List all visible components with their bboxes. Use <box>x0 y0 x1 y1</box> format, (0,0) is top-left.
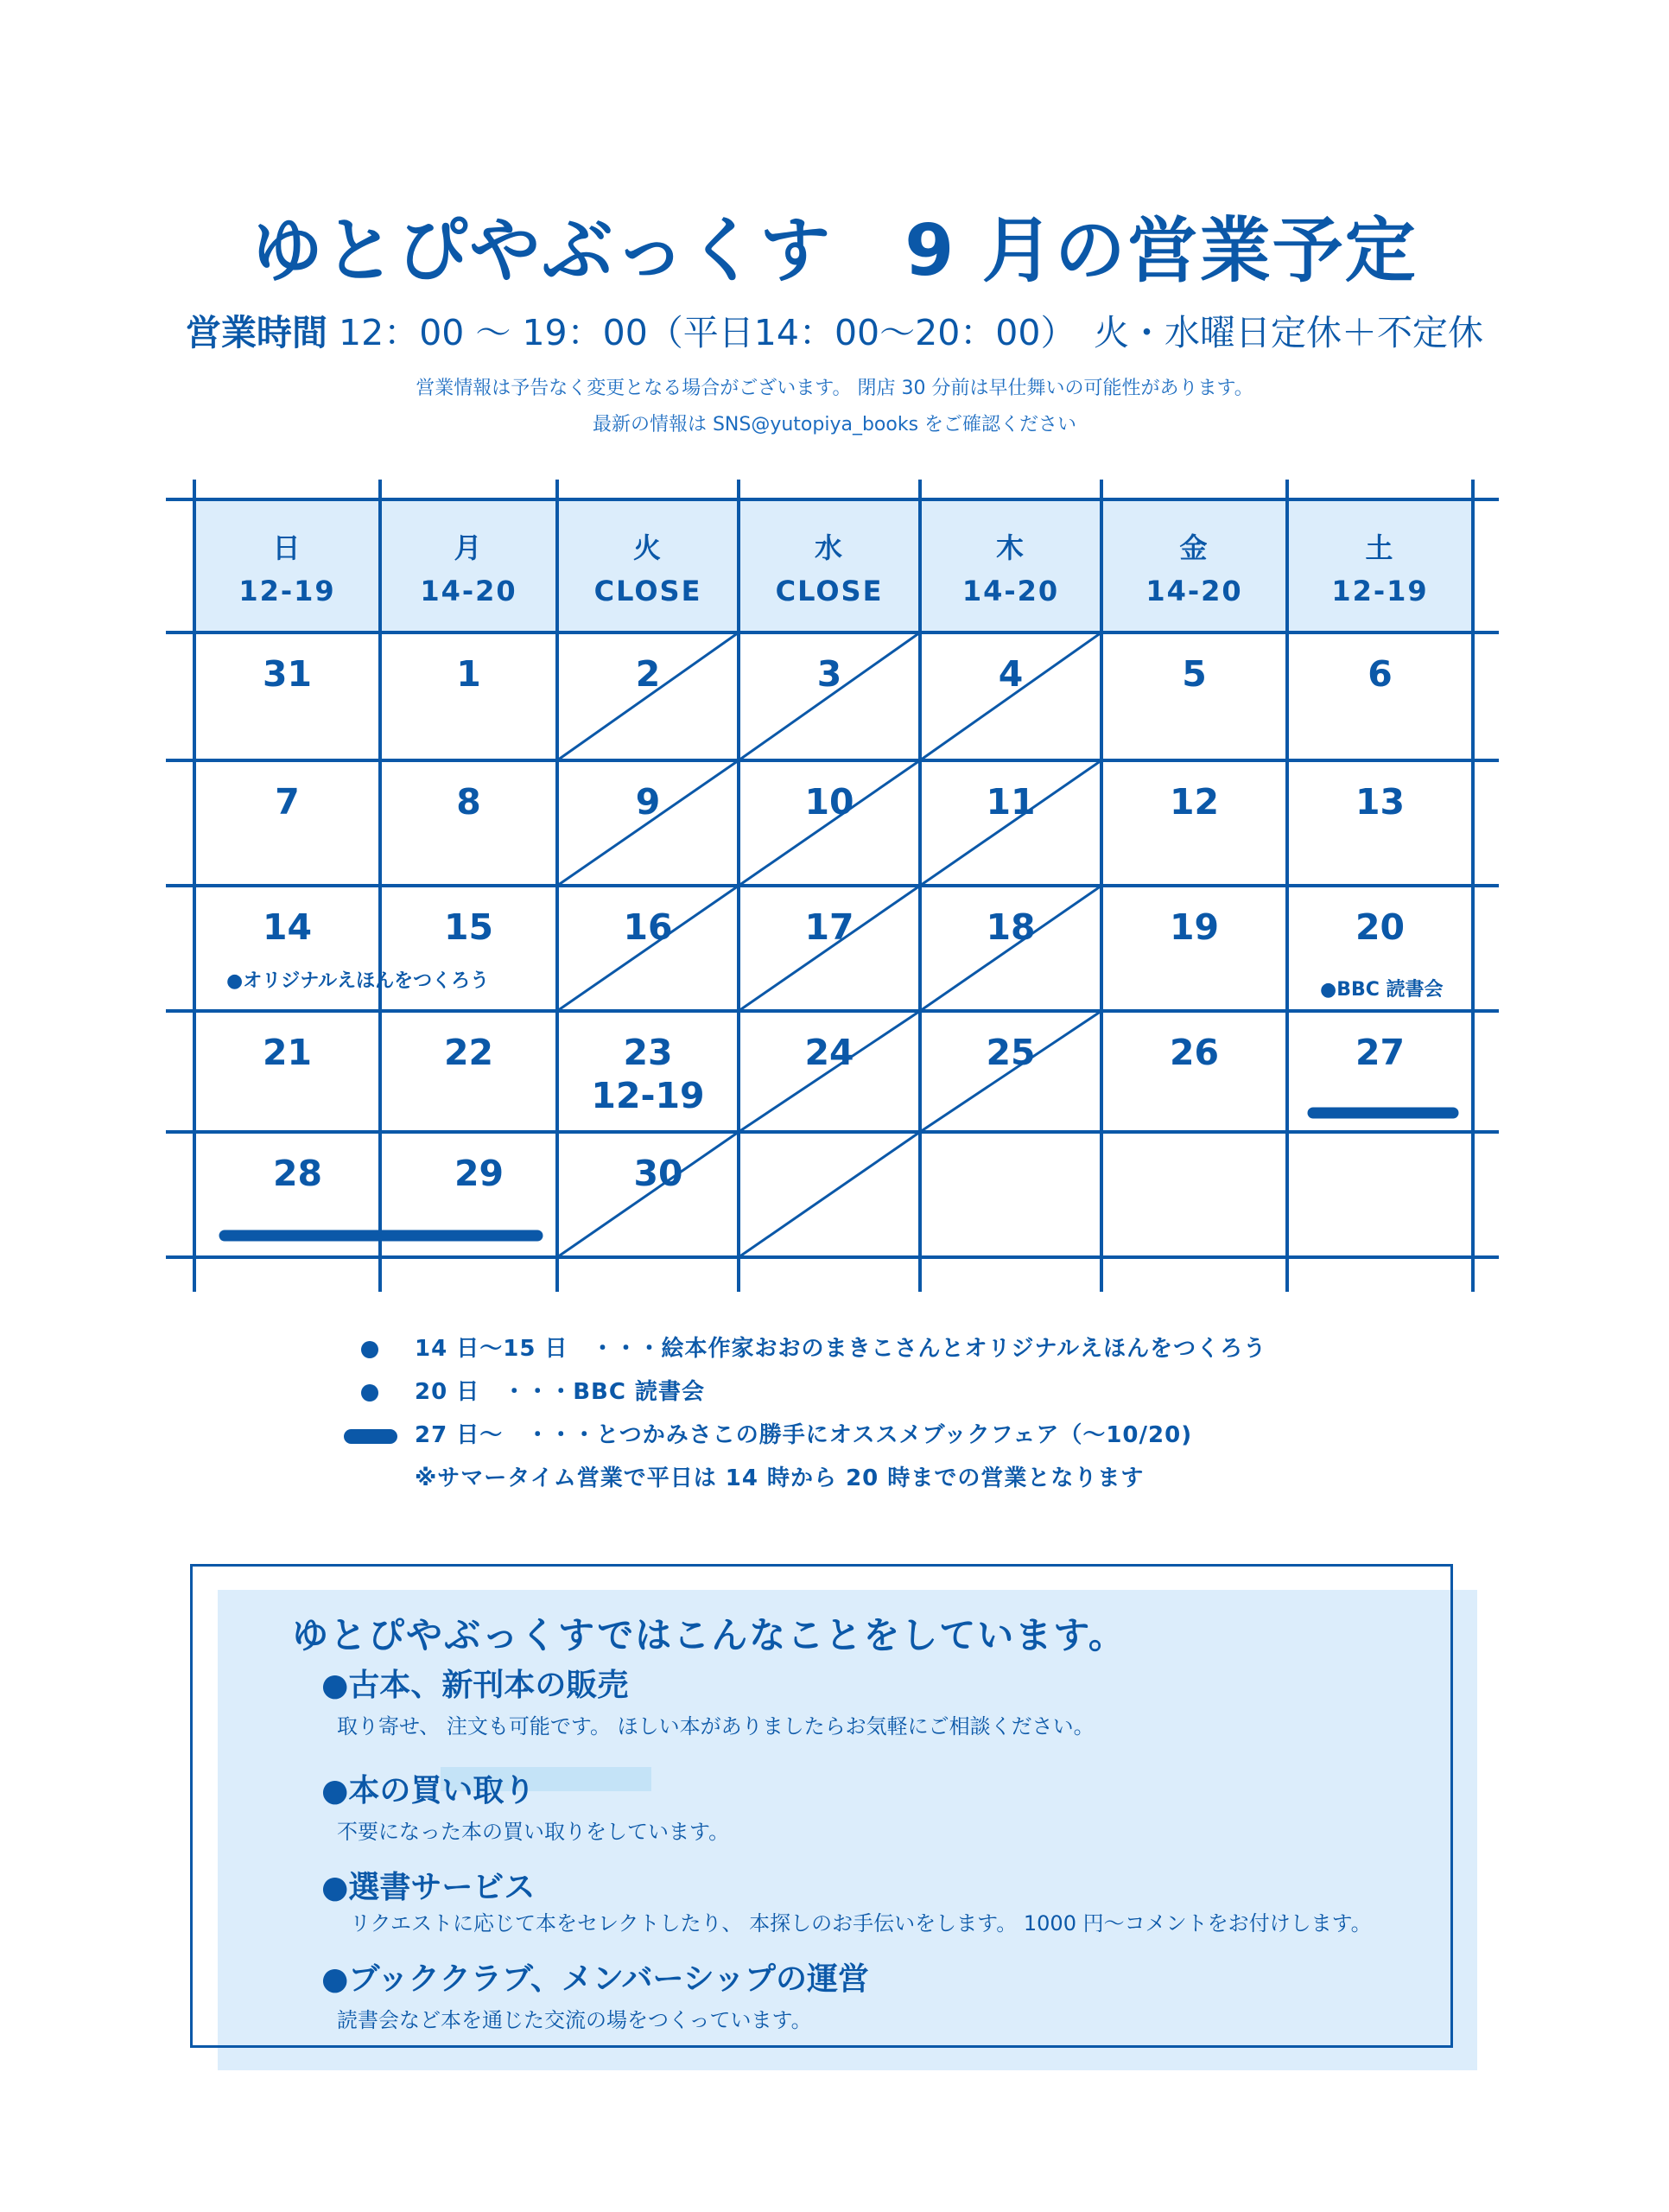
event-note-book-club: ●BBC 読書会 <box>1320 979 1444 1001</box>
special-hours-label: 12-19 <box>591 1075 705 1116</box>
day-number: 13 <box>1355 781 1406 823</box>
weekday-name: 土 <box>1365 531 1395 564</box>
service-heading: ●ブッククラブ、メンバーシップの運営 <box>321 1961 870 1997</box>
day-number: 4 <box>998 653 1024 695</box>
day-number: 18 <box>986 906 1036 948</box>
closed-day-slash <box>920 760 1101 886</box>
day-number: 20 <box>1355 906 1406 948</box>
service-heading: ●本の買い取り <box>321 1773 536 1808</box>
day-number: 5 <box>1182 653 1207 695</box>
hours-text: 12：00 ～ 19：00（平日14：00～20：00） 火・水曜日定休＋不定休 <box>339 312 1483 353</box>
day-number: 17 <box>804 906 854 948</box>
closed-day-slash <box>739 632 920 760</box>
day-number: 14 <box>262 906 313 948</box>
weekday-name: 日 <box>272 531 302 564</box>
closed-day-slash <box>557 886 739 1011</box>
notice-line-2: 最新の情報は SNS@yutopiya_books をご確認ください <box>592 414 1077 435</box>
day-number: 23 <box>623 1032 673 1073</box>
day-number: 30 <box>633 1153 683 1194</box>
weekday-hours: 14-20 <box>420 575 517 607</box>
page-title: ゆとぴやぶっくす 9 月の営業予定 <box>251 210 1418 292</box>
weekday-hours: 12-19 <box>238 575 336 607</box>
weekday-header-band <box>194 499 1473 632</box>
closed-day-slash <box>920 886 1101 1011</box>
service-description: 不要になった本の買い取りをしています。 <box>337 1820 730 1844</box>
hours-label: 営業時間 <box>186 312 327 353</box>
day-number: 16 <box>623 906 673 948</box>
service-description: 読書会など本を通じた交流の場をつくっています。 <box>337 2008 812 2032</box>
service-heading: ●選書サービス <box>321 1870 536 1905</box>
day-number: 24 <box>804 1032 854 1073</box>
day-number: 12 <box>1169 781 1220 823</box>
weekday-hours: 14-20 <box>961 575 1060 607</box>
day-number: 19 <box>1169 906 1220 948</box>
weekday-hours: CLOSE <box>593 575 702 607</box>
legend-text: 20 日 ・・・BBC 読書会 <box>415 1379 706 1405</box>
closed-day-slash <box>557 1132 739 1257</box>
legend-text: 27 日～ ・・・とつかみさこの勝手にオススメブックフェア（～10/20) <box>415 1422 1193 1448</box>
legend-text: 14 日～15 日 ・・・絵本作家おおのまきこさんとオリジナルえほんをつくろう <box>415 1336 1267 1362</box>
service-heading: ●古本、新刊本の販売 <box>321 1668 629 1703</box>
closed-day-slash <box>739 760 920 886</box>
day-number: 15 <box>443 906 494 948</box>
day-number: 22 <box>443 1032 494 1073</box>
weekday-name: 月 <box>454 531 484 564</box>
closed-day-slash <box>920 632 1101 760</box>
day-number: 21 <box>262 1032 313 1073</box>
service-description: 取り寄せ、 注文も可能です。 ほしい本がありましたらお気軽にご相談ください。 <box>337 1714 1095 1738</box>
weekday-hours: 14-20 <box>1145 575 1243 607</box>
day-number: 28 <box>272 1153 323 1194</box>
day-number: 2 <box>635 653 661 695</box>
day-number: 8 <box>456 781 481 823</box>
weekday-name: 金 <box>1179 531 1209 564</box>
closed-day-slash <box>557 760 739 886</box>
day-number: 26 <box>1169 1032 1220 1073</box>
day-number: 3 <box>816 653 842 695</box>
weekday-hours: 12-19 <box>1331 575 1429 607</box>
day-number: 25 <box>986 1032 1036 1073</box>
summer-time-note: ※サマータイム営業で平日は 14 時から 20 時までの営業となります <box>415 1465 1145 1491</box>
closed-day-slash <box>739 886 920 1011</box>
bar-marker-icon <box>344 1429 397 1444</box>
day-number: 27 <box>1355 1032 1406 1073</box>
weekday-name: 火 <box>632 531 663 564</box>
day-number: 31 <box>262 653 313 695</box>
notice-line-1: 営業情報は予告なく変更となる場合がございます。 閉店 30 分前は早仕舞いの可能性があります。 <box>416 378 1253 399</box>
weekday-name: 木 <box>995 531 1026 564</box>
dot-marker-icon <box>361 1341 378 1358</box>
service-description: リクエストに応じて本をセレクトしたり、 本探しのお手伝いをします。 1000 円～コメントをお付けします。 <box>350 1911 1372 1936</box>
day-number: 29 <box>454 1153 505 1194</box>
services-title: ゆとぴやぶっくすではこんなことをしています。 <box>292 1614 1126 1656</box>
day-number: 6 <box>1368 653 1393 695</box>
closed-day-slash <box>739 1132 920 1257</box>
day-number: 1 <box>456 653 481 695</box>
closed-day-slash <box>557 632 739 760</box>
day-number: 11 <box>986 781 1036 823</box>
event-note-picture-book: ●オリジナルえほんをつくろう <box>226 970 490 992</box>
weekday-hours: CLOSE <box>775 575 884 607</box>
dot-marker-icon <box>361 1384 378 1402</box>
weekday-name: 水 <box>814 531 845 564</box>
day-number: 7 <box>275 781 300 823</box>
day-number: 10 <box>804 781 854 823</box>
day-number: 9 <box>635 781 661 823</box>
